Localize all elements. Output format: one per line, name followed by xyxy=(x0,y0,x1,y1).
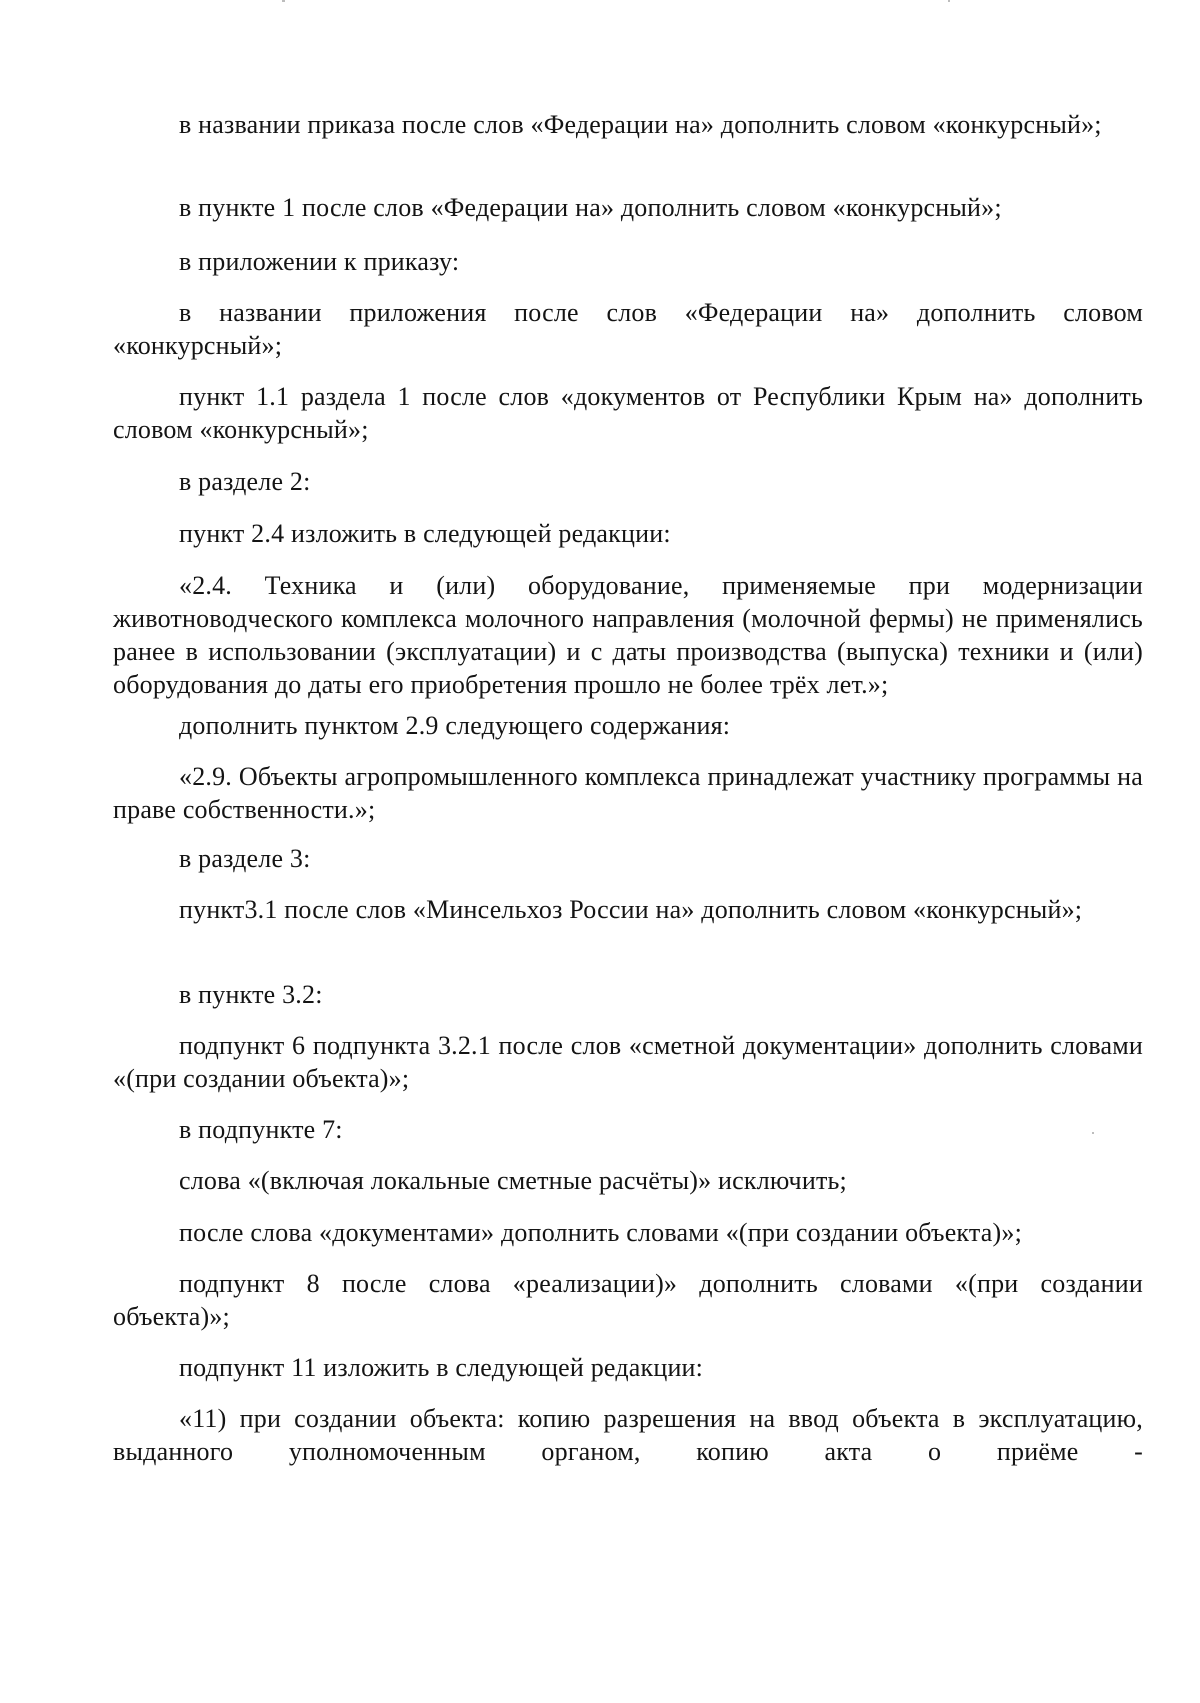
paragraph-point-1: в пункте 1 после слов «Федерации на» дополнить словом «конкурсный»; xyxy=(179,193,1002,222)
paragraph-point-2-4-intro: пункт 2.4 изложить в следующей редакции: xyxy=(179,519,671,548)
paragraph-subpoint-11-intro: подпункт 11 изложить в следующей редакции: xyxy=(179,1353,704,1382)
paragraph-after-documents: после слова «документами» дополнить словами «(при создании объекта)»; xyxy=(179,1218,1023,1247)
scan-artifact xyxy=(1092,1132,1094,1134)
paragraph-point-2-4-text: «2.4. Техника и (или) оборудование, применяемые при модернизации животноводческого комплекса молочного направления (молочной фермы) не применялись ранее в использовании (эксплуатации) и с даты производства (выпуска) техники и (или) оборудования до даты его приобретения прошло не более трёх лет.»; xyxy=(113,571,1143,699)
scan-artifact xyxy=(282,0,285,2)
paragraph-section-3: в разделе 3: xyxy=(179,844,311,873)
paragraph-appendix: в приложении к приказу: xyxy=(179,247,460,276)
paragraph-point-3-2: в пункте 3.2: xyxy=(179,980,323,1009)
paragraph-subpoint-6: подпункт 6 подпункта 3.2.1 после слов «сметной документации» дополнить словами «(при создании объекта)»; xyxy=(113,1031,1143,1093)
paragraph-point-2-9-intro: дополнить пунктом 2.9 следующего содержания: xyxy=(179,711,731,740)
paragraph-subpoint-7: в подпункте 7: xyxy=(179,1115,343,1144)
paragraph-title-amendment: в названии приказа после слов «Федерации на» дополнить словом «конкурсный»; xyxy=(179,110,1102,139)
paragraph-subpoint-8: подпункт 8 после слова «реализации)» дополнить словами «(при создании объекта)»; xyxy=(113,1269,1143,1331)
scan-artifact xyxy=(948,0,950,2)
paragraph-subpoint-11-text: «11) при создании объекта: копию разрешения на ввод объекта в эксплуатацию, выданного уполномоченным органом, копию акта о приёме - xyxy=(113,1404,1143,1466)
paragraph-point-3-1: пункт3.1 после слов «Минсельхоз России на» дополнить словом «конкурсный»; xyxy=(179,895,1083,924)
paragraph-appendix-title: в названии приложения после слов «Федерации на» дополнить словом «конкурсный»; xyxy=(113,298,1143,360)
paragraph-point-1-1: пункт 1.1 раздела 1 после слов «документов от Республики Крым на» дополнить словом «конкурсный»; xyxy=(113,382,1143,444)
paragraph-words-excluded: слова «(включая локальные сметные расчёты)» исключить; xyxy=(179,1166,847,1195)
paragraph-section-2: в разделе 2: xyxy=(179,467,311,496)
paragraph-point-2-9-text: «2.9. Объекты агропромышленного комплекса принадлежат участнику программы на праве собственности.»; xyxy=(113,762,1143,824)
